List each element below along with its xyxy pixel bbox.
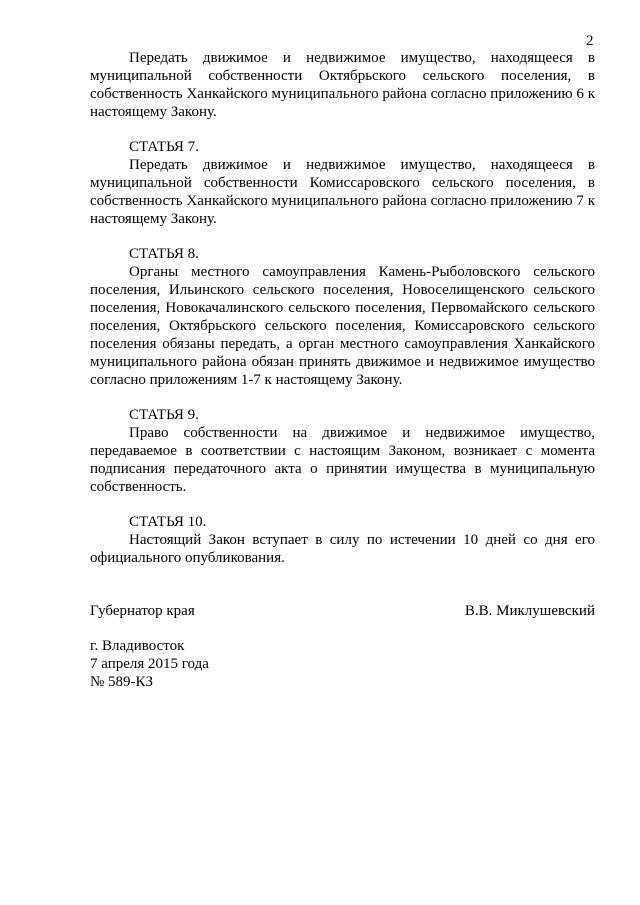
- article-text: Органы местного самоуправления Камень-Рыболовского сельского поселения, Ильинского сельского поселения, Новоселищенского сельского поселения, Новокачалинского сельского поселения, Первомайского сельского поселения, Октябрьского сельского поселения, Комиссаровского сельского поселения обязаны передать, а орган местного самоуправления Ханкайского муниципального района обязан принять движимое и недвижимое имущество согласно приложениям 1-7 к настоящему Закону.: [90, 264, 595, 388]
- article-8: [90, 245, 595, 389]
- article-heading: СТАТЬЯ 7.: [129, 139, 199, 155]
- document-footer: [90, 637, 595, 691]
- date: 7 апреля 2015 года: [90, 656, 209, 672]
- article-9: [90, 406, 595, 496]
- law-body: [90, 49, 595, 567]
- article-heading: СТАТЬЯ 10.: [129, 514, 207, 530]
- signatory-name: В.В. Миклушевский: [464, 603, 595, 619]
- signatory-position: Губернатор края: [90, 603, 195, 619]
- article-text: Настоящий Закон вступает в силу по истечении 10 дней со дня его официального опубликования.: [90, 532, 595, 566]
- intro-paragraph: Передать движимое и недвижимое имущество, находящееся в муниципальной собственности Октябрьского сельского поселения, в собственность Ханкайского муниципального района согласно приложению 6 к настоящему Закону.: [90, 50, 595, 120]
- article-text: Передать движимое и недвижимое имущество, находящееся в муниципальной собственности Комиссаровского сельского поселения, в собственность Ханкайского муниципального района согласно приложению 7 к настоящему Закону.: [90, 157, 595, 227]
- article-10: [90, 513, 595, 567]
- city: г. Владивосток: [90, 638, 185, 654]
- law-number: № 589-КЗ: [90, 674, 154, 690]
- article-heading: СТАТЬЯ 9.: [129, 407, 199, 423]
- page-number: 2: [586, 33, 594, 49]
- article-heading: СТАТЬЯ 8.: [129, 246, 199, 262]
- article-7: [90, 138, 595, 228]
- signature-block: [90, 602, 595, 620]
- article-text: Право собственности на движимое и недвижимое имущество, передаваемое в соответствии с настоящим Законом, возникает с момента подписания передаточного акта о принятии имущества в муниципальную собственность.: [90, 425, 595, 495]
